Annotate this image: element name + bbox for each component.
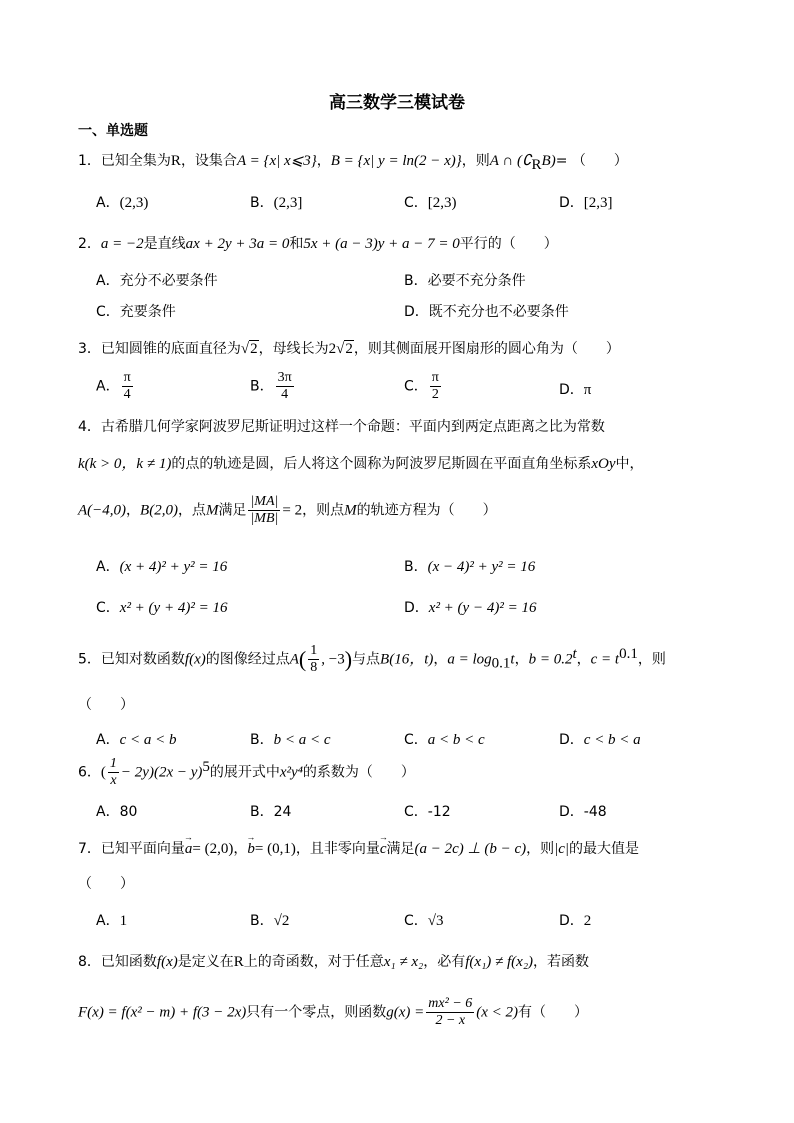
q6-option-a[interactable]: [96, 801, 137, 821]
q1-option-c[interactable]: [404, 192, 457, 212]
fraction-numerator: π: [123, 370, 131, 385]
q5-a-arg: t: [510, 651, 515, 668]
sqrt-icon: √: [336, 341, 345, 357]
question-6: [78, 756, 415, 789]
q1-option-a[interactable]: [96, 192, 148, 212]
q8-g-fraction: [426, 996, 474, 1029]
q4-text: 满足: [218, 502, 247, 519]
q6-expression: − 2y)(2x − y): [120, 764, 203, 781]
question-4-line-1: [78, 416, 605, 436]
q3-option-a[interactable]: [96, 370, 135, 403]
option-text: c < b < a: [583, 732, 641, 748]
fraction-denominator: 2 − x: [435, 1013, 466, 1028]
left-paren-icon: (: [298, 646, 307, 672]
q8-text: 有（ ）: [518, 1004, 589, 1021]
q7-modulus: |c|: [554, 841, 570, 857]
fraction-denominator: 2: [431, 387, 439, 402]
q6-text: 的系数为（ ）: [302, 764, 415, 781]
option-text: a < b < c: [427, 732, 485, 748]
fraction-denominator: 4: [123, 387, 131, 402]
question-4-line-2: [78, 452, 643, 473]
q8-function-F: F(x) = f(x² − m) + f(3 − 2x): [78, 1004, 247, 1021]
option-letter: D．: [559, 732, 584, 748]
option-letter: B．: [250, 195, 274, 211]
option-letter: A．: [96, 378, 120, 395]
question-1: [78, 150, 628, 174]
option-text: [2,3): [427, 195, 457, 211]
q7-option-c[interactable]: [404, 910, 444, 930]
option-letter: D．: [559, 382, 584, 398]
q3-text: ，则其侧面展开图扇形的圆心角为（ ）: [353, 341, 620, 357]
q5-point-a-fraction: [308, 643, 319, 676]
option-letter: B．: [250, 913, 274, 929]
q3-option-c[interactable]: [404, 370, 443, 403]
option-text: x² + (y − 4)² = 16: [428, 600, 537, 616]
option-letter: C．: [404, 804, 428, 820]
q1-option-b[interactable]: [250, 192, 302, 212]
q6-open-paren: (: [100, 764, 106, 781]
option-letter: A．: [96, 804, 120, 820]
option-text: b < a < c: [273, 732, 331, 748]
q4-text: 的点的轨迹是圆，后人将这个圆称为阿波罗尼斯圆在平面直角坐标系: [171, 456, 592, 472]
q1-expression: A ∩ (∁: [489, 153, 532, 169]
q2-option-d[interactable]: [404, 301, 569, 321]
right-paren-icon: ): [344, 646, 353, 672]
q8-inequality: x₁ ≠ x₂: [383, 954, 424, 970]
option-text: 80: [119, 804, 138, 820]
option-letter: A．: [96, 732, 120, 748]
option-letter: D．: [559, 804, 584, 820]
q7-condition: (a − 2c) ⊥ (b − c): [414, 841, 527, 857]
q7-text: 的最大值是: [569, 841, 640, 857]
q2-option-b[interactable]: [404, 270, 526, 290]
q8-text: ，必有: [423, 954, 466, 970]
option-letter: C．: [404, 913, 428, 929]
q5-answer-paren: [78, 694, 134, 714]
q4-option-b[interactable]: [404, 556, 535, 576]
question-3: [78, 338, 620, 358]
q5-text: 的图像经过点: [205, 651, 290, 668]
fraction-numerator: mx² − 6: [428, 996, 473, 1011]
fraction-numerator: |MA|: [250, 494, 279, 509]
q6-text: 6．: [78, 764, 101, 781]
q8-function-g: g(x) =: [386, 1004, 425, 1021]
q4-ratio-fraction: [248, 494, 280, 527]
option-text: (2,3]: [273, 195, 303, 211]
q5-c-def: c = t: [590, 651, 620, 668]
q5-b-def: b = 0.2: [528, 651, 573, 668]
q6-fraction: [108, 756, 119, 789]
q2-condition: a = −2: [100, 236, 144, 252]
q6-option-b[interactable]: [250, 801, 291, 821]
q4-text: ，点: [177, 502, 206, 519]
option-text: √3: [427, 913, 444, 929]
q7-vector-a-value: = (2,0): [192, 841, 234, 857]
q5-text: ，: [576, 651, 591, 668]
option-letter: D．: [559, 195, 584, 211]
fraction-denominator: 4: [281, 387, 289, 402]
q3-slant-root: 2: [345, 341, 353, 357]
fraction-numerator: 1: [310, 643, 318, 658]
option-letter: D．: [404, 304, 429, 320]
question-7: [78, 838, 639, 858]
q1-text: ，设集合: [180, 153, 237, 169]
q7-vector-b-value: = (0,1): [254, 841, 296, 857]
q5-function: f(x): [184, 651, 206, 668]
option-fraction: [276, 370, 294, 403]
q3-diameter: 2: [250, 341, 258, 357]
option-letter: B．: [404, 559, 428, 575]
fraction-numerator: π: [431, 370, 439, 385]
question-5: [78, 643, 666, 676]
q7-text: （ ）: [78, 876, 134, 892]
q5-b-exponent: t: [572, 645, 577, 662]
section-heading: 一、单选题: [78, 123, 148, 139]
q4-constant: k(k > 0，k ≠ 1): [78, 456, 172, 472]
q1-set-b: B = {x| y = ln(2 − x)}: [330, 153, 462, 169]
q2-text: 2．: [78, 236, 101, 252]
fraction-denominator: |MB|: [250, 511, 279, 526]
q1-complement-subscript: R: [531, 156, 542, 173]
q8-function: f(x): [156, 954, 178, 970]
q5-point-a-y: , −3: [321, 651, 345, 668]
option-letter: C．: [404, 195, 428, 211]
q1-expression-end: B): [541, 153, 556, 169]
q3-text: 3．已知圆锥的底面直径为: [78, 341, 241, 357]
option-text: -12: [427, 804, 451, 820]
option-text: π: [583, 382, 592, 398]
q1-text: ，则: [461, 153, 490, 169]
q4-point-m: M: [344, 502, 357, 519]
q4-point-b: B(2,0): [140, 502, 178, 519]
q3-option-b[interactable]: [250, 370, 296, 403]
q5-point-b: B(16，t): [380, 651, 434, 668]
option-text: 2: [583, 913, 592, 929]
q5-option-b[interactable]: [250, 729, 331, 749]
option-text: -48: [583, 804, 607, 820]
option-letter: A．: [96, 913, 120, 929]
option-letter: D．: [404, 600, 429, 616]
q4-point-m: M: [205, 502, 219, 519]
q8-text: 上的奇函数，对于任意: [243, 954, 384, 970]
q6-power: 5: [202, 758, 210, 775]
q6-option-c[interactable]: [404, 801, 451, 821]
q5-option-c[interactable]: [404, 729, 485, 749]
option-fraction: [430, 370, 441, 403]
sqrt-icon: √: [240, 341, 250, 357]
q7-option-a[interactable]: [96, 910, 127, 930]
q2-text: 是直线: [143, 236, 186, 252]
q7-answer-paren: [78, 873, 134, 893]
q2-text: 平行的（ ）: [459, 236, 558, 252]
q4-text: 4．古希腊几何学家阿波罗尼斯证明过这样一个命题：平面内到两定点距离之比为常数: [78, 419, 605, 435]
q5-c-exponent: 0.1: [619, 645, 638, 662]
q8-g-domain: (x < 2): [476, 1004, 519, 1021]
option-letter: A．: [96, 273, 120, 289]
option-letter: C．: [96, 304, 120, 320]
q6-term: x²y⁴: [279, 764, 303, 781]
option-text: 1: [119, 913, 128, 929]
q5-text: ，: [514, 651, 529, 668]
option-text: x² + (y + 4)² = 16: [119, 600, 228, 616]
q5-option-a[interactable]: [96, 729, 176, 749]
option-text: 既不充分也不必要条件: [428, 304, 569, 320]
q7-text: 7．已知平面向量: [78, 841, 185, 857]
option-letter: D．: [559, 913, 584, 929]
q5-text: 与点: [352, 651, 381, 668]
option-text: (x + 4)² + y² = 16: [119, 559, 228, 575]
q4-text: 中，: [615, 456, 644, 472]
q2-option-c[interactable]: [96, 301, 176, 321]
q4-option-a[interactable]: [96, 556, 227, 576]
q2-line-1: ax + 2y + 3a = 0: [185, 236, 290, 252]
fraction-numerator: 3π: [277, 370, 292, 385]
q7-text: ，且非零向量: [295, 841, 380, 857]
option-letter: A．: [96, 195, 120, 211]
q3-text: ，母线长为: [258, 341, 329, 357]
q5-text: ，: [433, 651, 448, 668]
q5-point-a: A: [289, 651, 299, 668]
fraction-denominator: 8: [310, 660, 318, 675]
q8-text: ，若函数: [533, 954, 590, 970]
q1-text: ，: [316, 153, 331, 169]
option-text: 24: [273, 804, 292, 820]
q1-text: = （ ）: [555, 153, 628, 169]
q1-option-d[interactable]: [559, 192, 613, 212]
q7-text: ，: [233, 841, 248, 857]
q7-option-b[interactable]: [250, 910, 289, 930]
q4-coordinate-system: xOy: [591, 456, 616, 472]
option-text: (x − 4)² + y² = 16: [427, 559, 536, 575]
question-8-line-1: [78, 951, 589, 971]
q3-slant-coefficient: 2: [328, 341, 337, 357]
q7-vector-b: → b: [247, 841, 255, 857]
q7-text: 满足: [386, 841, 415, 857]
q7-vector-c: → c: [380, 841, 387, 857]
option-letter: C．: [96, 600, 120, 616]
option-letter: B．: [250, 378, 274, 395]
q4-option-d[interactable]: [404, 597, 536, 617]
q1-text: 1．已知全集为: [78, 153, 171, 169]
q2-text: 和: [289, 236, 304, 252]
q1-universal-set: R: [170, 153, 181, 169]
q7-vector-a: → a: [185, 841, 193, 857]
q8-domain: R: [233, 954, 244, 970]
q5-log-base: 0.1: [491, 655, 511, 672]
fraction-numerator: 1: [109, 756, 117, 771]
q8-text: 8．已知函数: [78, 954, 157, 970]
q4-ratio-value: = 2: [282, 502, 303, 519]
q1-set-a: A = {x| x⩽3}: [236, 153, 317, 169]
q5-a-def: a = log: [447, 651, 492, 668]
option-text: √2: [273, 913, 290, 929]
q4-text: ，则点: [302, 502, 345, 519]
option-text: c < a < b: [119, 732, 177, 748]
page-title: 高三数学三模试卷: [329, 93, 465, 113]
option-letter: C．: [404, 378, 428, 395]
q2-option-a[interactable]: [96, 270, 218, 290]
q6-text: 的展开式中: [209, 764, 280, 781]
q4-point-a: A(−4,0): [78, 502, 127, 519]
option-letter: B．: [250, 732, 274, 748]
q8-text: 是定义在: [177, 954, 234, 970]
option-fraction: [122, 370, 133, 403]
question-4-line-3: [78, 494, 497, 527]
q7-text: ，则: [526, 841, 555, 857]
option-text: [2,3]: [583, 195, 613, 211]
option-text: 充要条件: [119, 304, 176, 320]
option-letter: C．: [404, 732, 428, 748]
q5-option-d[interactable]: [559, 729, 641, 749]
q4-option-c[interactable]: [96, 597, 227, 617]
option-letter: B．: [250, 804, 274, 820]
q2-line-2: 5x + (a − 3)y + a − 7 = 0: [303, 236, 460, 252]
question-8-line-2: [78, 996, 588, 1029]
q4-text: ，: [126, 502, 141, 519]
q8-text: 只有一个零点，则函数: [246, 1004, 387, 1021]
option-text: (2,3): [119, 195, 149, 211]
q6-option-d[interactable]: [559, 801, 607, 821]
option-letter: A．: [96, 559, 120, 575]
option-text: 必要不充分条件: [427, 273, 526, 289]
q8-function-inequality: f(x₁) ≠ f(x₂): [465, 954, 534, 970]
q3-option-d[interactable]: [559, 379, 591, 399]
q5-text: （ ）: [78, 697, 134, 713]
question-2: [78, 233, 558, 253]
option-letter: B．: [404, 273, 428, 289]
option-text: 充分不必要条件: [119, 273, 218, 289]
q5-text: ，则: [637, 651, 666, 668]
q4-text: 的轨迹方程为（ ）: [356, 502, 497, 519]
fraction-denominator: x: [110, 773, 117, 788]
q7-option-d[interactable]: [559, 910, 591, 930]
q5-text: 5．已知对数函数: [78, 651, 185, 668]
